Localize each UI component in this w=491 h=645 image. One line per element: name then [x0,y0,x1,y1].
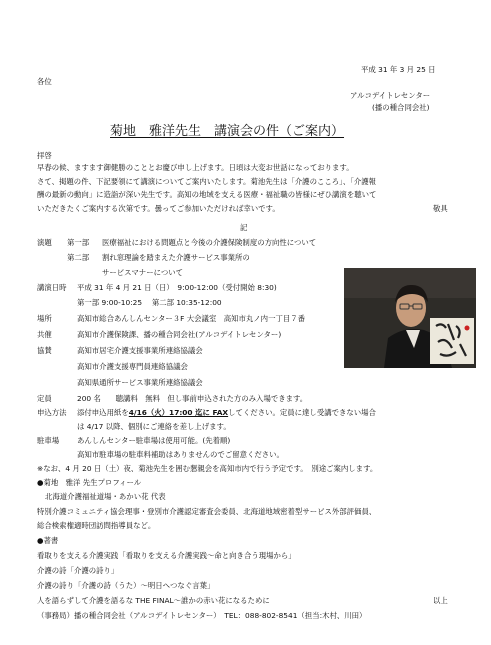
sender-org: アルコデイトレセンター [350,91,431,100]
profile-line: 北海道介護福祉道場・あかい花 代表 [45,492,166,501]
document-date: 平成 31 年 3 月 25 日 [361,65,436,74]
page-title: 菊地 雅洋先生 講演会の件（ご案内） [110,124,345,139]
lectures-label: 演題 [37,238,52,247]
support-value: 高知市居宅介護支援事業所連絡協議会 [77,346,203,355]
apply-post: してください。定員に達し受講できない場合 [228,408,376,417]
venue-label: 場所 [37,314,52,323]
speaker-photo [344,268,476,368]
speaker-photo-image [344,268,476,368]
profile-line: 特別介護コミュニティ協会理事・登別市介護認定審査会委員、北海道地域密着型サービス外部評価員、 [37,507,377,516]
body-line: いただきたくご案内する次第です。曇ってご参加いただければ幸いです。 [37,204,280,213]
apply-line [77,408,376,417]
lecture-2-text-2: サービスマナーについて [102,268,184,277]
apply-deadline: 4/16（火）17:00 迄に FAX [128,408,229,417]
greeting: 拝啓 [37,151,52,160]
profile-heading: ●菊地 雅洋 先生プロフィール [37,478,142,487]
cohost-value: 高知市介護保険課、播の種合同会社(アルコデイトレセンター) [77,330,282,339]
datetime-value: 平成 31 年 4 月 21 日（日） 9:00-12:00（受付開始 8:30) [77,283,277,292]
lecture-2-part: 第二部 [67,253,90,262]
venue-value: 高知市総合あんしんセンター３F 大会議室 高知市丸ノ内一丁目７番 [77,314,306,323]
book-item: 看取りを支える介護実践「看取りを支える介護実践～命と向き合う現場から」 [37,551,296,560]
parking-label: 駐車場 [37,436,60,445]
datetime-label: 講演日時 [37,283,67,292]
book-item: 介護の詩り「介護の詩（うた）～明日へつなぐ言葉」 [37,581,215,590]
profile-line: 総合検索権適時団訪問指導員など。 [37,521,156,530]
ki-heading: 記 [240,223,248,232]
support-value: 高知県通所サービス事業所連絡協議会 [77,378,203,387]
apply-label: 申込方法 [37,408,67,417]
sender-dept: (播の種合同会社) [372,103,430,112]
datetime-sub: 第一部 9:00-10:25 第二部 10:35-12:00 [77,298,222,307]
book-item: 介護の詩「介護の詩り」 [37,566,119,575]
closing: 敬具 [433,204,448,213]
note: ※なお、4 月 20 日（土）夜、菊池先生を囲む懇親会を高知市内で行う予定です。 別途ご案内します。 [37,464,378,473]
parking-value: あんしんセンター駐車場は使用可能。(先着順) [77,436,231,445]
cohost-label: 共催 [37,330,52,339]
end-mark: 以上 [433,596,448,605]
book-item: 人を語らずして介護を語るな THE FINAL～誰かの赤い花になるために [37,596,270,605]
body-line: 酬の最新の動向」に造詣が深い先生です。高知の地域を支える医療・福祉職の皆様にぜひ講演を聴いて [37,190,377,199]
lecture-1-text: 医療福祉における問題点と今後の介護保険制度の方向性について [102,238,317,247]
support-label: 協賛 [37,346,52,355]
apply-pre: 添付申込用紙を [77,408,129,417]
lecture-1-part: 第一部 [67,238,90,247]
body-line: 早春の候、ますます御健勝のこととお慶び申し上げます。日頃は大変お世話になっております。 [37,163,354,172]
contact-line: （事務局）播の種合同会社（アルコデイトレセンター） TEL：088-802-8541（担当:木村、川田） [37,611,367,620]
lecture-2-text: 割れ窓理論を踏まえた介護サービス事業所の [102,253,250,262]
support-value: 高知市介護支援専門員連絡協議会 [77,362,188,371]
apply-line-2: は 4/17 以降、個別にご連絡を差し上げます。 [77,422,231,431]
books-heading: ●著書 [37,536,59,545]
body-line: さて、掲題の件、下記要領にて講演についてご案内いたします。菊池先生は「介護のこころ」、「介護報 [37,177,377,186]
parking-value-2: 高知市駐車場の駐車料補助はありませんのでご留意ください。 [77,450,284,459]
capacity-value: 200 名 聴講料 無料 但し事前申込された方のみ入場できます。 [77,394,308,403]
capacity-label: 定員 [37,394,52,403]
addressee: 各位 [37,77,52,86]
